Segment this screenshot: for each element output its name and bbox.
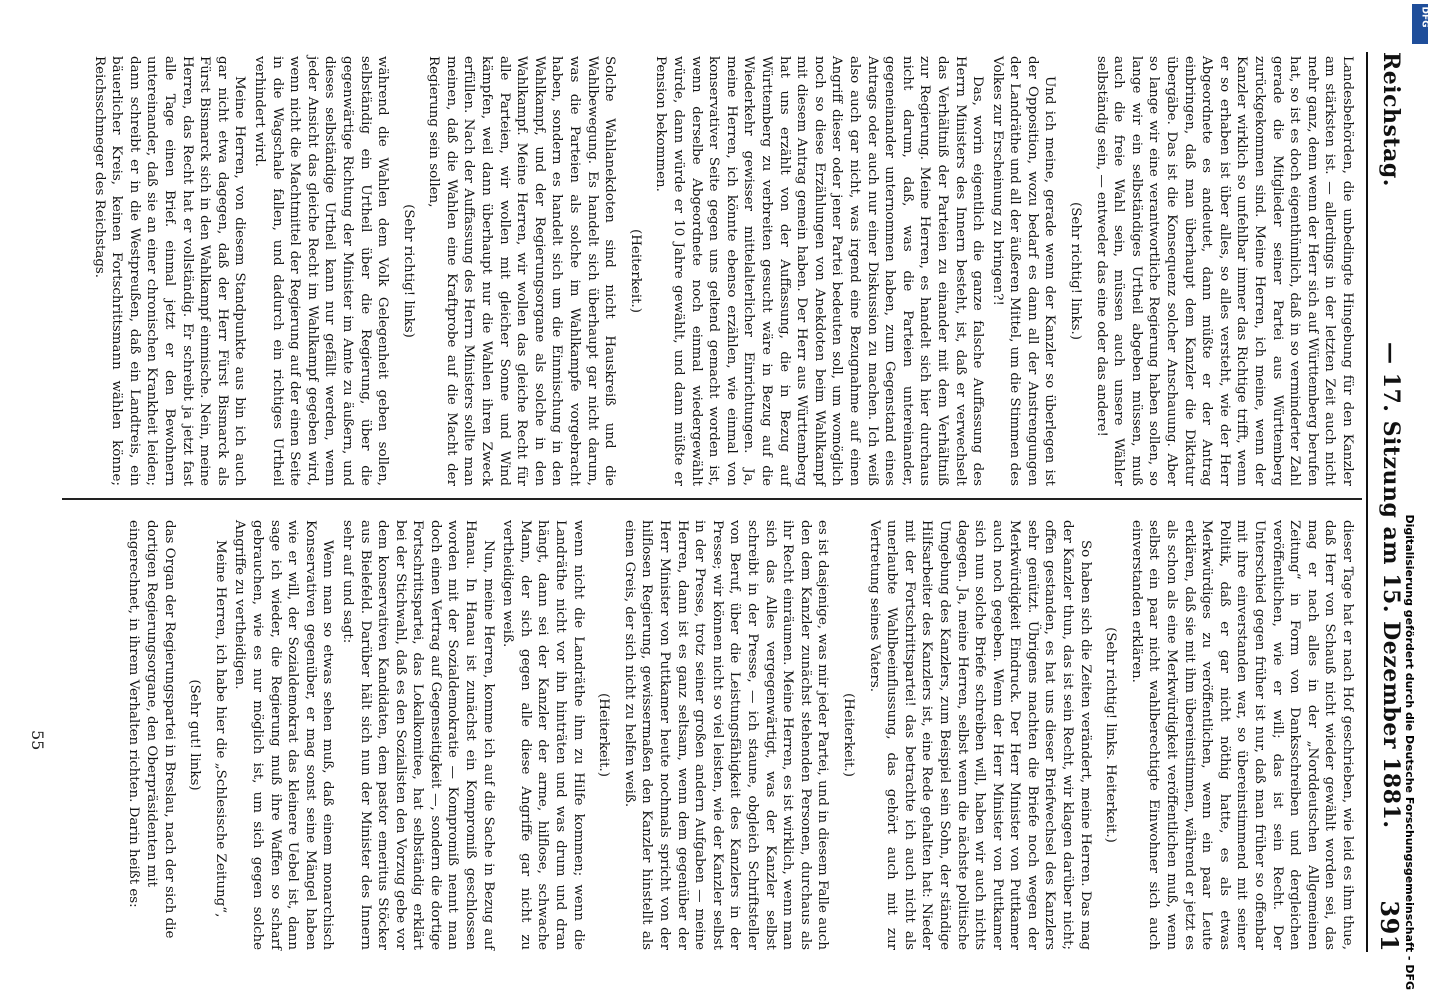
left-column: [56, 56, 1356, 486]
paragraph: wenn nicht die Landräthe ihm zu Hilfe kommen; wenn die Landräthe nicht vor ihn hinträten und was drum und dran hängt, dann sei der Kanzler der arme, hilflose, schwache Mann, der sich gegen alle diese Angriffe gar nicht zu vertheidigen weiß.: [500, 520, 586, 950]
header-rule: [1366, 52, 1368, 952]
paragraph: So haben sich die Zeiten verändert, meine Herren. Das mag der Kanzler thun, das ist sein Recht, wir klagen darüber nicht; offen gestanden, es hat uns dieser Briefwechsel des Kanzlers sehr genützt. Übrigens machten die Briefe noch wegen der Merkwürdigkeit Eindruck. Der Herr Minister von Puttkamer auch noch gegeben. Wenn der Herr Minister von Puttkamer sich nun solche Briefe schreiben will, haben wir auch nichts dagegen. Ja, meine Herren, selbst wenn die nächste politische Umgebung des Kanzlers, zum Beispiel sein Sohn, der ständige Hilfsarbeiter des Kanzlers ist, eine Rede gehalten hat: Nieder mit der Fortschrittspartei! das betrachte ich auch nicht als unerlaubte Wahlbeeinflussung, das gehört auch mit zur Vertretung seines Vaters.: [866, 520, 1093, 950]
header-center: — 17. Sitzung am 15. Dezember 1881.: [1378, 342, 1404, 829]
paragraph: Wenn man so etwas sehen muß, daß einem monarchisch Konservativen gegenüber, er mag sonst seine Mängel haben wie er will, der Sozialdemokrat das kleinere Uebel ist, dann sage ich wieder, die Regierung muß ihre Waffen so scharf gebrauchen, wie es nur möglich ist, um sich gegen solche Angriffe zu vertheidigen.: [232, 520, 336, 950]
credit-text: Digitalisierung gefördert durch die Deutsche Forschungsgemeinschaft - DFG: [1403, 514, 1416, 990]
folio-mark: 55: [28, 730, 47, 751]
interjection: (Heiterkeit.): [596, 693, 612, 777]
dfg-logo: [1412, 4, 1428, 44]
column-divider: [62, 498, 1362, 500]
interjection: (Heiterkeit.): [627, 229, 643, 313]
paragraph: Landesbehörden, die unbedingte Hingebung für den Kanzler am stärksten ist. — allerdings in der letzten Zeit auch nicht mehr ganz, denn wenn der Herr sich auf Württemberg berufen hat, so ist es doch eigenthümlich, daß in so verminderter Zahl gerade die Mitglieder seiner Partei aus Württemberg zurückgekommen sind. Meine Herren, ich meine, wenn der Kanzler wirklich so unfehlbar immer das Richtige trifft, wenn er so erhaben ist über alles, so alles versteht, wie der Herr Abgeordnete es andeutet, dann müßte er der Antrag einbringen, daß man überhaupt dem Kanzler die Diktatur übergäbe. Das ist die Konsequenz solcher Anschauung. Aber so lange wir eine verantwortliche Regierung haben sollen, so lange wir ein selbständiges Urtheil abgeben müssen, muß auch die freie Wahl sein, müssen auch unsere Wähler selbständig sein, — entweder das eine oder das andere!: [1093, 56, 1355, 486]
header-left: Reichstag.: [1378, 52, 1404, 187]
paragraph: dieser Tage hat er nach Hof geschrieben, wie leid es ihm thue, daß Herr von Schauß nicht wieder gewählt worden sei, das mag er nach alles in der „Norddeutschen Allgemeinen Zeitung“ in Form von Danksschreiben und dergleichen veröffentlichen, wie er will; das ist sein Recht. Der Unterschied gegen früher ist nur, daß man früher so offenbar mit ihre einverstanden war, so übereinstimmend mit seiner Politik, daß er gar nicht nöthig hatte, es als etwas Merkwürdiges zu veröffentlichen, wenn ein paar Leute erklären, daß sie mit ihm übereinstimmen, während er jetzt es als schon als eine Merkwürdigkeit veröffentlichen muß, wenn selbst ein paar nicht wahlberechtigte Einwohner sich auch einverstanden erklären.: [1128, 520, 1355, 950]
right-column: [56, 520, 1356, 950]
interjection: (Heiterkeit.): [840, 693, 856, 777]
paragraph: Und ich meine, gerade wenn der Kanzler so überlegen ist der Opposition, wozu bedarf es dann all der Anstrengungen der Landräthe und all der äußeren Mittel, um die Stimmen des Volkes zur Erscheinung zu bringen?!: [989, 56, 1058, 486]
page-number: 391: [1375, 900, 1404, 952]
paragraph: Nun, meine Herren, komme ich auf die Sache in Bezug auf Hanau. In Hanau ist zunächst ein Kompromiß geschlossen worden mit der Sozialdemokratie — Kompromiß nennt man doch einen Vertrag auf Gegenseitigkeit —, sondern die dortige Fortschrittspartei, das Lokalkomitee, hat selbständig erklärt bei der Stichwahl, daß es den Sozialisten den Vorzug gebe vor dem konservativen Kandidaten, dem pastor emeritus Stöcker aus Bielefeld. Darüber hält sich nun der Minister des Innern sehr auf und sagt:: [339, 520, 496, 950]
paragraph: es ist dasjenige, was mir jeder Partei, und in diesem Falle auch den dem Kanzler zunächst stehenden Personen, durchaus als ihr Recht einräumen. Meine Herren, es ist wirklich, wenn man sich das Alles vergegenwärtigt, was der Kanzler selbst schreibt in der Presse, — ich staune, obgleich Schriftsteller von Beruf, über die Leistungsfähigkeit des Kanzlers in der Presse; wir können nicht so viel leisten, wie der Kanzler selbst in der Presse, trotz seiner großen andern Aufgaben — meine Herren, dann ist es ganz seltsam, wenn dem gegenüber der Herr Minister von Puttkamer heute nochmals spricht von der hilflosen Regierung, gewissermaßen den Kanzler hinstellt als einen Greis, der sich nicht zu helfen weiß.: [621, 520, 831, 950]
paragraph: das Organ der Regierungspartei in Breslau, nach der sich die dortigen Regierungsorgane, den Oberpräsidenten mit eingerechnet, in ihrem Verhalten richten. Darin heißt es:: [126, 520, 177, 939]
paragraph: Solche Wahlanekdoten sind nicht Hauskreiß und die Wahlbewegung. Es handelt sich überhaupt gar nicht darum, was die Parteien als solche im Wahlkampfe vorgebracht haben, sondern es handelt sich um die Einmischung in den Wahlkampf, und der Regierungsorgane als solche in den Wahlkampf. Meine Herren, wir wollen das gleiche Recht für alle Parteien, wir wollen mit gleicher Sonne und Wind kämpfen, weil dann überhaupt nur die Wahlen ihren Zweck erfüllen. Nach der Auffassung des Herrn Ministers sollte man meinen, daß die Wahlen eine Kraftprobe auf die Macht der Regierung sein sollen,: [426, 56, 618, 486]
paragraph: während die Wahlen dem Volk Gelegenheit geben sollen, selbständig ein Urtheil über die Regierung, über die gegenwärtige Richtung der Minister im Amte zu äußern, und dieses selbständige Urtheil kann nur gefällt werden, wenn jeder Ansicht das gleiche Recht im Wahlkampf gegeben wird, wenn nicht die Machtmittel der Regierung auf der einen Seite in die Wagschale fallen, und dadurch ein richtiges Urtheil verhindert wird.: [251, 56, 391, 486]
dfg-logo-text: DFG: [1419, 6, 1430, 28]
interjection: (Sehr richtig! links. Heiterkeit.): [1103, 627, 1119, 843]
digitization-credit: [1376, 10, 1416, 990]
interjection: (Sehr gut! links): [187, 679, 203, 791]
paragraph: Meine Herren, ich habe hier die „Schlesische Zeitung“,: [212, 540, 228, 918]
paragraph: Das, worin eigentlich die ganze falsche Auffassung des Herrn Ministers des Innern besteht, ist, daß er verwechselt das Verhältniß der Parteien zu einander mit dem Verhältniß zur Regierung. Meine Herren, es handelt sich hier durchaus nicht darum, daß, was die Parteien untereinander, gegeneinander unternommen haben, zum Gegenstand eines Antrags oder auch nur einer Diskussion zu machen. Ich weiß also auch gar nicht, was irgend eine Bezugnahme auf einen Angriff dieser oder jener Partei bedeuten soll, um womöglich noch so diese Erzählungen von Anekdoten beim Wahlkampf mit diesem Antrag gemein haben. Der Herr aus Württemberg hat uns erzählt von der Auffassung, die in Bezug auf Württemberg zu verbreiten gesucht wäre in Bezug auf die Wiederkehr gewisser mittelalterlicher Einrichtungen. Ja, meine Herren, ich könnte ebenso erzählen, wie einmal von konservativer Seite gegen uns geltend gemacht worden ist, wenn derselbe Abgeordnete noch einmal wiedergewählt würde, dann würde er 10 Jahre gewählt, und dann müßte er Pension bekommen.: [653, 56, 986, 486]
paragraph: Meine Herren, von diesem Standpunkte aus bin ich auch gar nicht etwa dagegen, daß der Herr Fürst Bismarck als Fürst Bismarck sich in den Wahlkampf einmische. Nein, meine Herren, das Recht hat er vollständig. Er schreibt ja jetzt fast alle Tage einen Brief. einmal jetzt er den Bewohnern untereinander, daß sie an einer chronischen Krankheit leiden; dann schreibt er in die Westpreußen, daß ein Landtreis, ein bäuerlicher Kreis, keinen Fortschrittsmann wählen könne; Reichsschmeger des Reichstags.: [91, 56, 248, 486]
interjection: (Sehr richtig! links.): [1068, 202, 1084, 340]
interjection: (Sehr richtig! links): [400, 204, 416, 338]
